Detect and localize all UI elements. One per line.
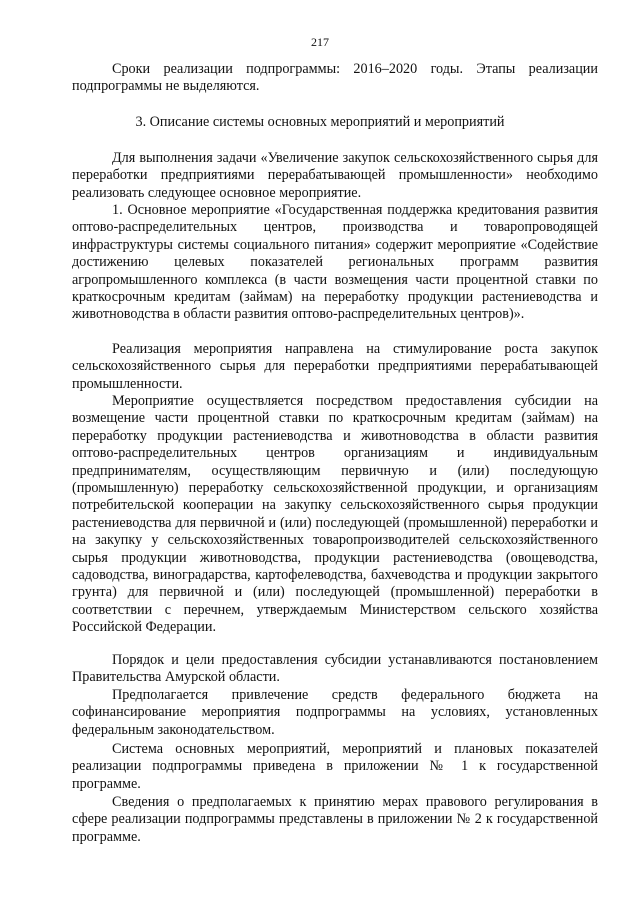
section-heading: 3. Описание системы основных мероприятий и мероприятий bbox=[135, 114, 505, 130]
paragraph-appendix-1: Система основных мероприятий, мероприятий и плановых показателей реализации подпрограммы приведена в приложении № 1 к государственной программе. bbox=[72, 741, 598, 792]
paragraph-main-measure: 1. Основное мероприятие «Государственная поддержка кредитования развития оптово-распределительных центров, производства и товаропроводящей инфраструктуры системы социального питания» содержит мероприятие «Содействие достижению целевых показателей региональных программ развития агропромышленного комплекса (в части возмещения части процентной ставки по краткосрочным кредитам (займам) на переработку продукции растениеводства и животноводства в области развития оптово-распределительных центров)». bbox=[72, 202, 598, 323]
paragraph-subsidy-description: Мероприятие осуществляется посредством предоставления субсидии на возмещение части процентной ставки по краткосрочным кредитам (займам) на переработку продукции растениеводства и животноводства в области развития оптово-распределительных центров организациям и индивидуальным предпринимателям, осуществляющим первичную и (или) последующую (промышленную) переработку сельскохозяйственной продукции, и организациям потребительской кооперации на закупку сельскохозяйственного сырья продукции растениеводства для первичной и (или) последующей (промышленной) переработки и на закупку у сельскохозяйственных товаропроизводителей сельскохозяйственного сырья продукции животноводства, продукции растениеводства (овощеводства, садоводства, виноградарства, картофелеводства, бахчеводства и продукции закрытого грунта) для первичной и (или) последующей (промышленной) переработки в соответствии с перечнем, утверждаемым Министерством сельского хозяйства Российской Федерации. bbox=[72, 393, 598, 636]
paragraph-appendix-2: Сведения о предполагаемых к принятию мерах правового регулирования в сфере реализации подпрограммы представлены в приложении № 2 к государственной программе. bbox=[72, 794, 598, 845]
page-number: 217 bbox=[311, 35, 329, 49]
paragraph-implementation-period: Сроки реализации подпрограммы: 2016–2020 годы. Этапы реализации подпрограммы не выделяются. bbox=[72, 61, 598, 95]
paragraph-federal-funding: Предполагается привлечение средств федерального бюджета на софинансирование мероприятия подпрограммы на условиях, установленных федеральным законодательством. bbox=[72, 687, 598, 738]
paragraph-measure-purpose: Реализация мероприятия направлена на стимулирование роста закупок сельскохозяйственного сырья для переработки предприятиями перерабатывающей промышленности. bbox=[72, 341, 598, 392]
paragraph-task-intro: Для выполнения задачи «Увеличение закупок сельскохозяйственного сырья для переработки предприятиями перерабатывающей промышленности» необходимо реализовать следующее основное мероприятие. bbox=[72, 150, 598, 201]
paragraph-procedure: Порядок и цели предоставления субсидии устанавливаются постановлением Правительства Амурской области. bbox=[72, 652, 598, 686]
